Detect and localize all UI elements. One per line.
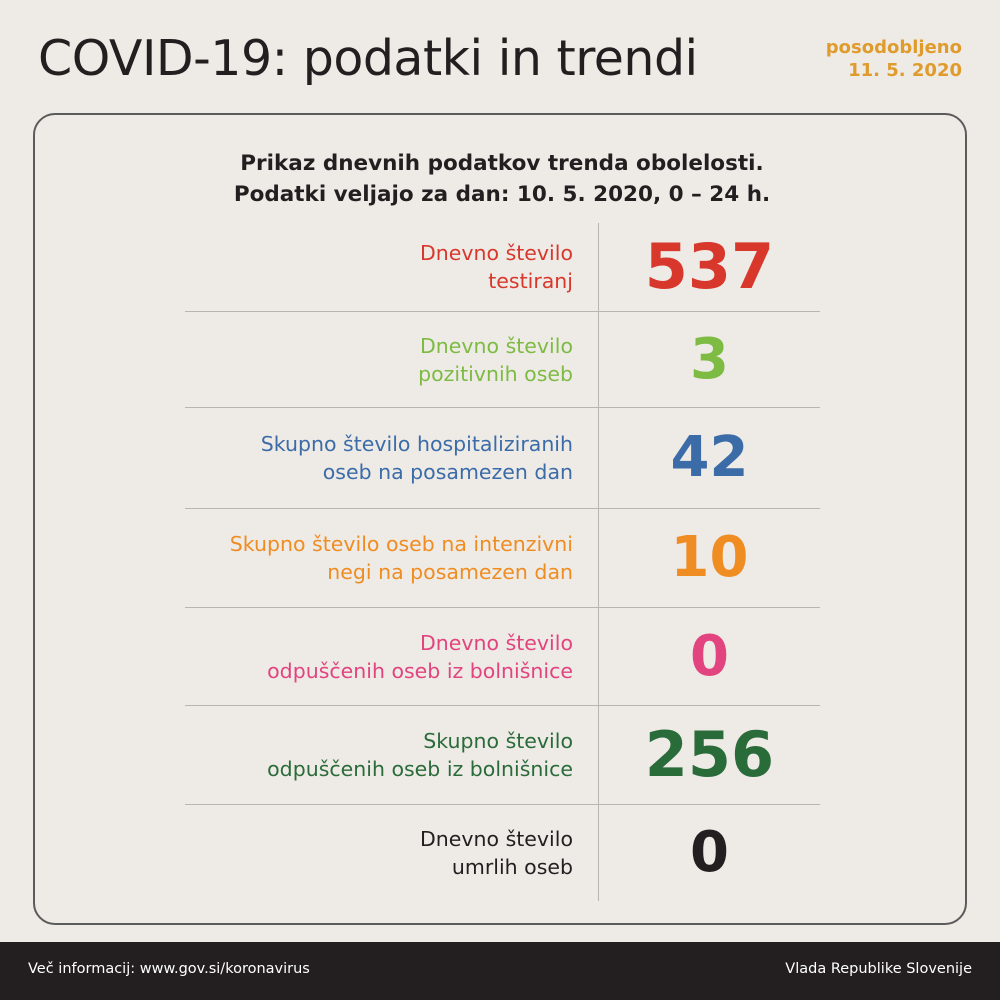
row-value: 256 [644, 718, 775, 791]
subtitle-line-1: Prikaz dnevnih podatkov trenda obolelosti. [240, 151, 764, 176]
row-label-line-1: Dnevno število [420, 333, 573, 358]
row-label-line-1: Dnevno število [420, 241, 573, 265]
table-row [185, 608, 820, 706]
row-value: 0 [690, 820, 729, 885]
row-label-line-1: Skupno število [423, 729, 573, 753]
row-label [185, 223, 599, 311]
subtitle-line-2: Podatki veljajo za dan: 10. 5. 2020, 0 – 24 h. [233, 182, 771, 207]
row-label-line-2: oseb na posamezen dan [322, 460, 573, 484]
row-value: 3 [690, 326, 729, 392]
stats-table [185, 223, 820, 901]
row-label-line-1: Dnevno število [420, 827, 573, 851]
row-label-line-2: testiranj [488, 269, 573, 293]
card-subtitle [35, 148, 969, 210]
row-label [185, 509, 599, 607]
row-label [185, 408, 599, 508]
row-label-line-1: Dnevno število [420, 630, 573, 655]
row-value: 10 [670, 525, 749, 590]
updated-label: posodobljeno [825, 37, 962, 58]
row-label-line-2: odpuščenih oseb iz bolnišnice [267, 658, 573, 683]
row-label-line-2: pozitivnih oseb [418, 361, 573, 386]
row-value: 537 [644, 230, 775, 303]
row-label [185, 706, 599, 804]
row-label [185, 805, 599, 901]
row-label-line-2: umrlih oseb [451, 855, 573, 879]
updated-date: 11. 5. 2020 [848, 60, 962, 81]
header [0, 26, 1000, 98]
row-label [185, 608, 599, 705]
table-row [185, 408, 820, 509]
row-label-line-2: negi na posamezen dan [327, 560, 573, 584]
row-label-line-1: Skupno število oseb na intenzivni [229, 532, 573, 556]
footer-bar [0, 942, 1000, 1000]
table-row [185, 706, 820, 805]
row-label [185, 312, 599, 407]
table-row [185, 223, 820, 312]
footer-info-link[interactable]: Več informacij: www.gov.si/koronavirus [28, 961, 310, 977]
page-title: COVID-19: podatki in trendi [38, 30, 698, 87]
table-row [185, 312, 820, 408]
footer-publisher: Vlada Republike Slovenije [785, 961, 972, 977]
table-row [185, 805, 820, 901]
data-card [33, 113, 967, 925]
row-value: 0 [690, 623, 729, 689]
row-label-line-1: Skupno število hospitaliziranih [260, 432, 573, 456]
table-row [185, 509, 820, 608]
row-label-line-2: odpuščenih oseb iz bolnišnice [267, 757, 573, 781]
row-value: 42 [670, 425, 749, 490]
updated-block [826, 36, 962, 82]
